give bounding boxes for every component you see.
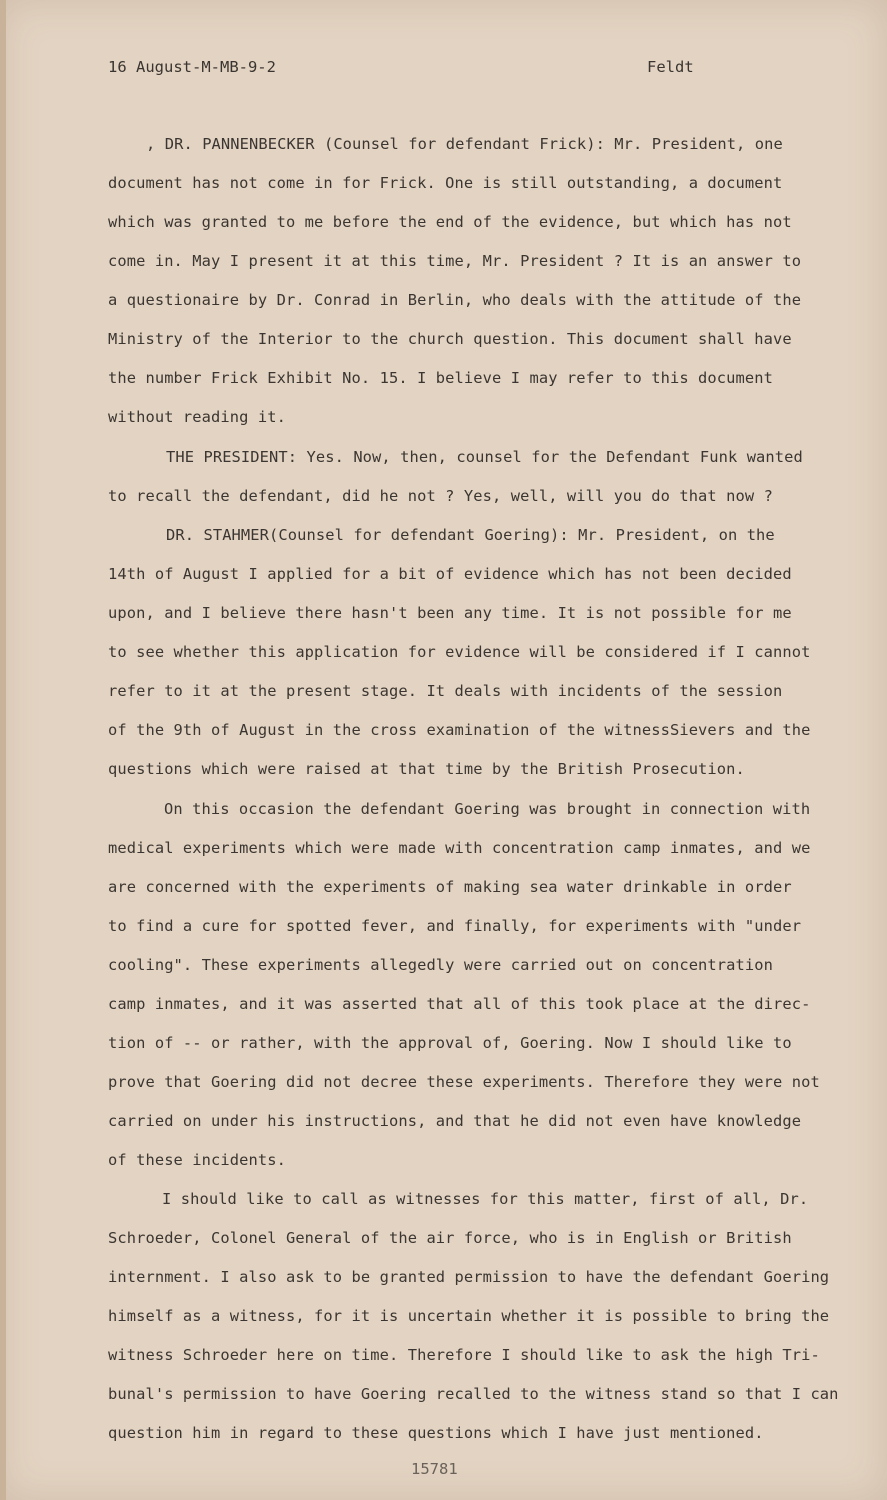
text-line: cooling". These experiments allegedly were carried out on concentration bbox=[108, 956, 773, 974]
text-line: carried on under his instructions, and that he did not even have knowledge bbox=[108, 1112, 802, 1130]
text-line: 14th of August I applied for a bit of evidence which has not been decided bbox=[108, 565, 792, 583]
text-line: which was granted to me before the end of the evidence, but which has not bbox=[108, 213, 792, 231]
text-line: Ministry of the Interior to the church question. This document shall have bbox=[108, 330, 792, 348]
text-line: of the 9th of August in the cross examination of the witnessSievers and the bbox=[108, 721, 811, 739]
page-header-name: Feldt bbox=[647, 58, 694, 76]
text-line: THE PRESIDENT: Yes. Now, then, counsel for the Defendant Funk wanted bbox=[166, 448, 803, 466]
text-line: witness Schroeder here on time. Therefore I should like to ask the high Tri- bbox=[108, 1346, 820, 1364]
text-line: On this occasion the defendant Goering was brought in connection with bbox=[164, 800, 811, 818]
text-line: prove that Goering did not decree these experiments. Therefore they were not bbox=[108, 1073, 820, 1091]
text-line: himself as a witness, for it is uncertain whether it is possible to bring the bbox=[108, 1307, 830, 1325]
text-line: DR. STAHMER(Counsel for defendant Goering): Mr. President, on the bbox=[166, 526, 775, 544]
page-number: 15781 bbox=[411, 1460, 458, 1478]
text-line: bunal's permission to have Goering recalled to the witness stand so that I can bbox=[108, 1385, 839, 1403]
text-line: to see whether this application for evidence will be considered if I cannot bbox=[108, 643, 811, 661]
text-line: questions which were raised at that time by the British Prosecution. bbox=[108, 760, 745, 778]
text-line: to find a cure for spotted fever, and finally, for experiments with "under bbox=[108, 917, 802, 935]
text-line: are concerned with the experiments of making sea water drinkable in order bbox=[108, 878, 792, 896]
text-line: of these incidents. bbox=[108, 1151, 286, 1169]
text-line: , DR. PANNENBECKER (Counsel for defendant Frick): Mr. President, one bbox=[146, 135, 783, 153]
text-line: come in. May I present it at this time, Mr. President ? It is an answer to bbox=[108, 252, 802, 270]
page-edge bbox=[0, 0, 6, 1500]
text-line: without reading it. bbox=[108, 408, 286, 426]
text-line: document has not come in for Frick. One is still outstanding, a document bbox=[108, 174, 783, 192]
text-line: a questionaire by Dr. Conrad in Berlin, who deals with the attitude of the bbox=[108, 291, 802, 309]
text-line: the number Frick Exhibit No. 15. I believe I may refer to this document bbox=[108, 369, 773, 387]
text-line: tion of -- or rather, with the approval of, Goering. Now I should like to bbox=[108, 1034, 792, 1052]
text-line: to recall the defendant, did he not ? Yes, well, will you do that now ? bbox=[108, 487, 773, 505]
text-line: medical experiments which were made with concentration camp inmates, and we bbox=[108, 839, 811, 857]
text-line: I should like to call as witnesses for this matter, first of all, Dr. bbox=[162, 1190, 809, 1208]
text-line: question him in regard to these questions which I have just mentioned. bbox=[108, 1424, 764, 1442]
text-line: camp inmates, and it was asserted that all of this took place at the direc- bbox=[108, 995, 811, 1013]
page-header-id: 16 August-M-MB-9-2 bbox=[108, 58, 276, 76]
text-line: refer to it at the present stage. It deals with incidents of the session bbox=[108, 682, 783, 700]
text-line: internment. I also ask to be granted permission to have the defendant Goering bbox=[108, 1268, 830, 1286]
text-line: upon, and I believe there hasn't been any time. It is not possible for me bbox=[108, 604, 792, 622]
text-line: Schroeder, Colonel General of the air force, who is in English or British bbox=[108, 1229, 792, 1247]
